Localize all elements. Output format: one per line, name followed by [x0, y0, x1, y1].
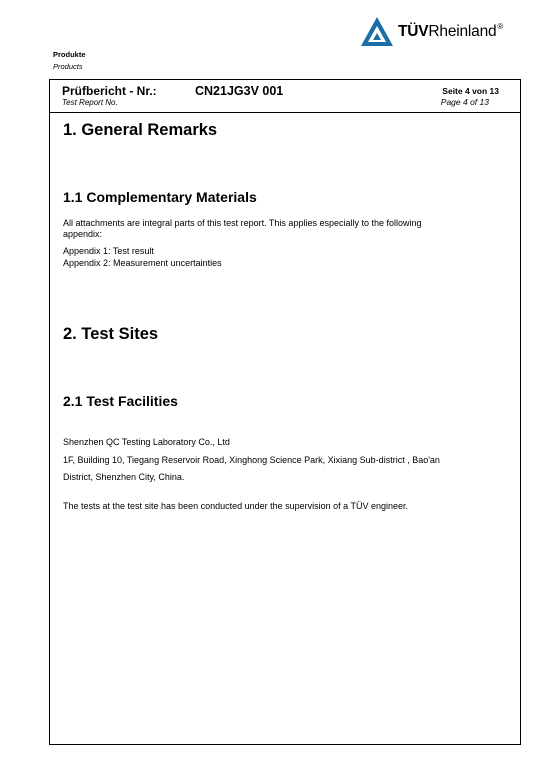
page-label: Seite 4 von 13	[442, 86, 499, 96]
supervision-statement: The tests at the test site has been conducted under the supervision of a TÜV engineer.	[63, 501, 409, 511]
report-header	[50, 80, 520, 113]
document-frame	[49, 79, 521, 745]
section-1-1-title: 1.1 Complementary Materials	[63, 189, 257, 205]
logo-trademark: ®	[497, 22, 504, 31]
tuv-rheinland-logo	[360, 16, 520, 48]
section-1-1-line-1: All attachments are integral parts of this test report. This applies especially to the following	[63, 218, 422, 228]
logo-wordmark	[398, 23, 503, 41]
section-1-title: 1. General Remarks	[63, 121, 218, 139]
report-number-label: Prüfbericht - Nr.:	[62, 84, 157, 98]
lab-address-line-2: District, Shenzhen City, China.	[63, 472, 185, 482]
appendix-2: Appendix 2: Measurement uncertainties	[63, 258, 222, 268]
produkte-label: Produkte	[53, 50, 86, 59]
logo-brand-bold: TÜV	[398, 23, 429, 40]
report-number: CN21JG3V 001	[195, 84, 284, 98]
page-label-en: Page 4 of 13	[440, 97, 489, 107]
tuv-triangle-logo-icon	[360, 16, 394, 48]
lab-name: Shenzhen QC Testing Laboratory Co., Ltd	[63, 437, 230, 447]
section-2-1-title: 2.1 Test Facilities	[63, 393, 178, 409]
section-2-title: 2. Test Sites	[63, 325, 159, 343]
lab-address-line-1: 1F, Building 10, Tiegang Reservoir Road, Xinghong Science Park, Xixiang Sub-district , Bao'an	[63, 455, 440, 465]
report-number-label-en: Test Report No.	[62, 98, 118, 107]
logo-brand-regular: Rheinland	[428, 23, 497, 40]
products-label: Products	[53, 62, 83, 71]
appendix-1: Appendix 1: Test result	[63, 246, 154, 256]
section-1-1-line-2: appendix:	[63, 229, 103, 239]
